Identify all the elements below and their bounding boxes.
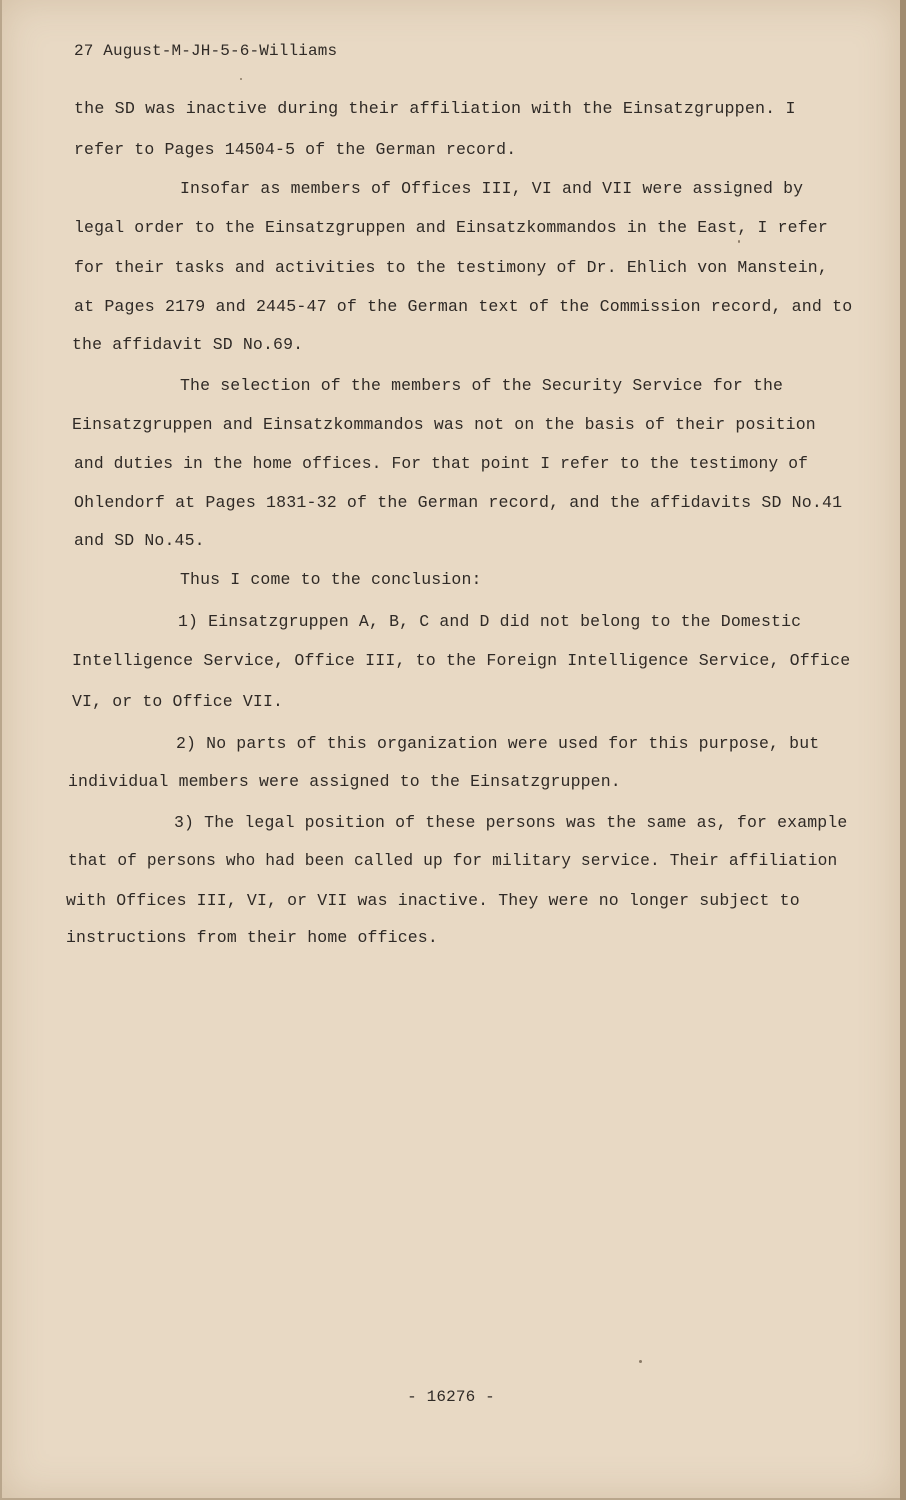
body-line: 2) No parts of this organization were used for this purpose, but <box>176 734 820 753</box>
page-number: - 16276 - <box>407 1388 495 1406</box>
body-line: 1) Einsatzgruppen A, B, C and D did not belong to the Domestic <box>178 612 802 631</box>
body-line: individual members were assigned to the Einsatzgruppen. <box>68 772 621 791</box>
body-line: and duties in the home offices. For that point I refer to the testimony of <box>74 454 809 473</box>
body-line: at Pages 2179 and 2445-47 of the German text of the Commission record, and to <box>74 297 853 316</box>
body-line: Thus I come to the conclusion: <box>180 570 482 589</box>
body-line: Intelligence Service, Office III, to the Foreign Intelligence Service, Office <box>72 651 851 670</box>
page-header: 27 August-M-JH-5-6-Williams <box>74 42 338 60</box>
body-line: VI, or to Office VII. <box>72 692 284 711</box>
document-page <box>2 0 900 1498</box>
body-line: the SD was inactive during their affiliation with the Einsatzgruppen. I <box>74 100 796 119</box>
body-line: Ohlendorf at Pages 1831-32 of the German record, and the affidavits SD No.41 <box>74 493 843 512</box>
body-line: 3) The legal position of these persons was the same as, for example <box>174 813 848 832</box>
body-line: Einsatzgruppen and Einsatzkommandos was not on the basis of their position <box>72 415 816 434</box>
body-line: with Offices III, VI, or VII was inactive. They were no longer subject to <box>66 891 800 910</box>
paper-speck <box>240 78 242 80</box>
body-line: legal order to the Einsatzgruppen and Einsatzkommandos in the East, I refer <box>74 218 828 237</box>
body-line: refer to Pages 14504-5 of the German record. <box>74 140 517 159</box>
body-line: the affidavit SD No.69. <box>72 335 304 354</box>
body-line: and SD No.45. <box>74 531 205 550</box>
body-line: for their tasks and activities to the testimony of Dr. Ehlich von Manstein, <box>74 258 828 277</box>
body-line: The selection of the members of the Security Service for the <box>180 376 784 395</box>
paper-speck <box>639 1360 642 1363</box>
body-line: that of persons who had been called up for military service. Their affiliation <box>68 852 838 870</box>
body-line: instructions from their home offices. <box>66 928 438 947</box>
body-line: Insofar as members of Offices III, VI and VII were assigned by <box>180 179 804 198</box>
paper-speck <box>738 240 740 243</box>
page-edge <box>900 0 906 1500</box>
